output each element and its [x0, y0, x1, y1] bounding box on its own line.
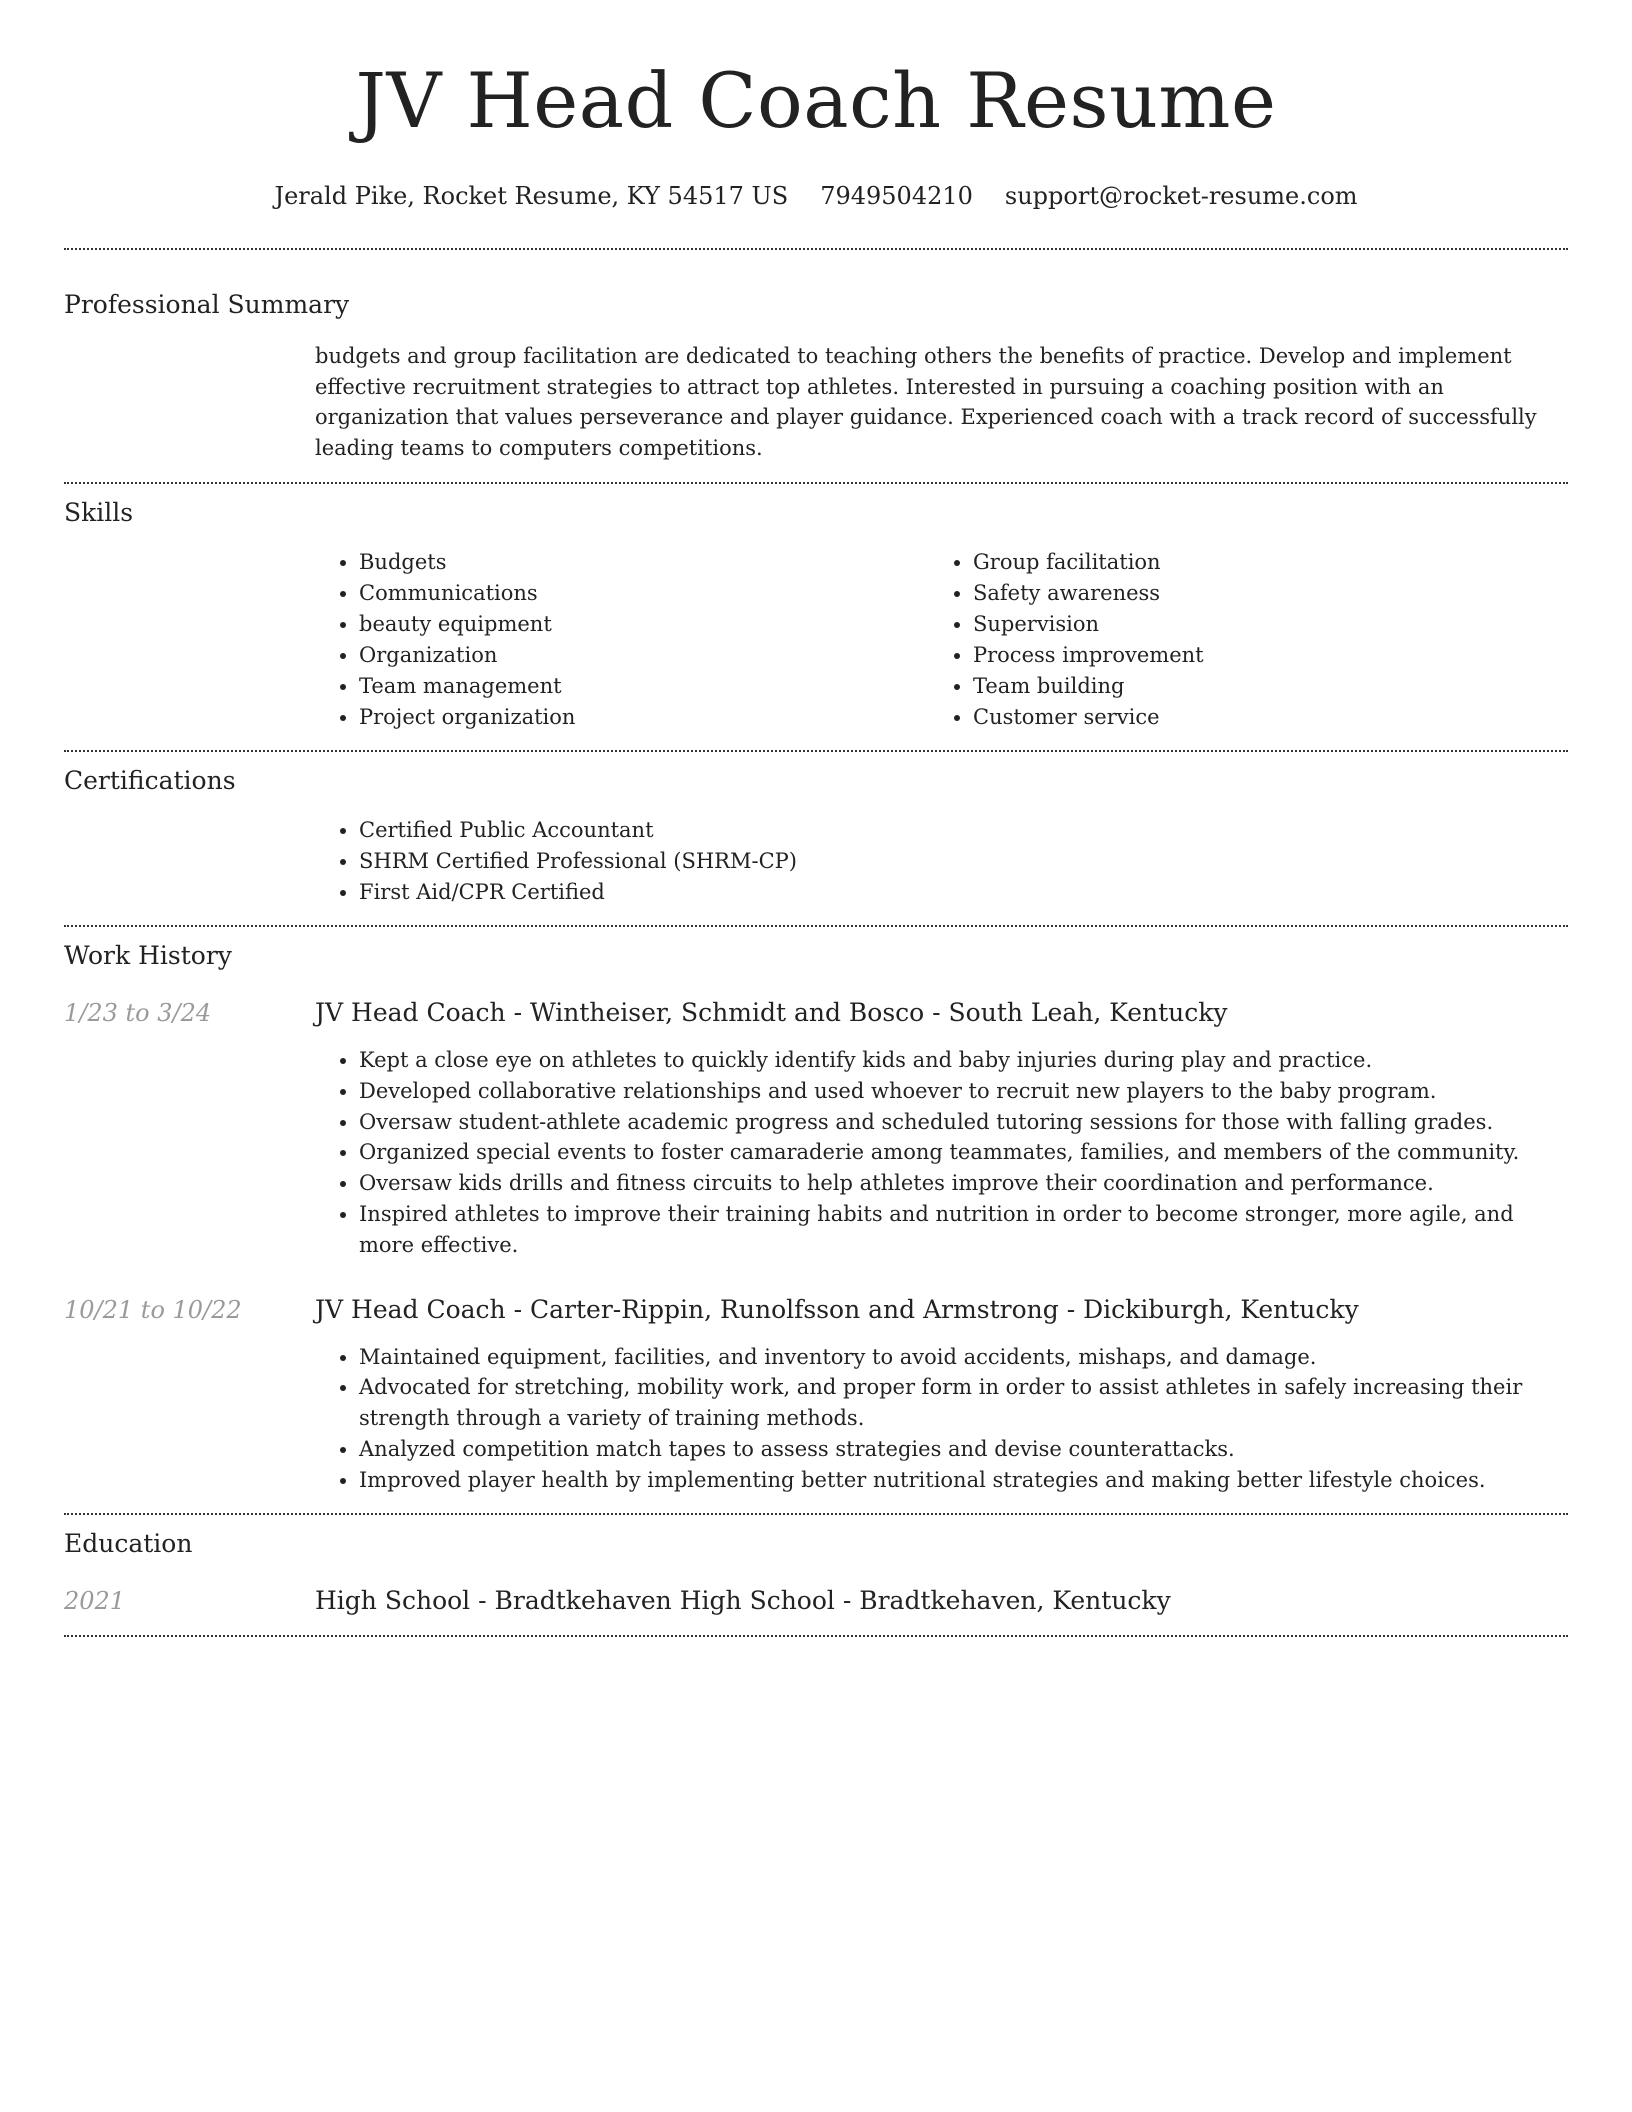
contact-line	[64, 180, 1568, 212]
skills-columns	[315, 547, 1568, 733]
certifications-heading: Certifications	[64, 766, 236, 795]
education-heading-line	[315, 1585, 1171, 1617]
job-entry	[64, 1294, 1568, 1496]
job-bullet: • Organized special events to foster camaraderie among teammates, families, and members of the community.	[359, 1137, 1568, 1168]
job-title: JV Head Coach	[315, 998, 506, 1027]
divider	[64, 1635, 1568, 1637]
page-title: JV Head Coach Resume	[355, 56, 1277, 145]
skills-list-right	[929, 547, 1543, 733]
education-section	[64, 1515, 1568, 1635]
skill-item: • Customer service	[973, 702, 1543, 733]
job-bullet: • Oversaw kids drills and fitness circuits to help athletes improve their coordination and performance.	[359, 1168, 1568, 1199]
summary-text: budgets and group facilitation are dedicated to teaching others the benefits of practice. Develop and implement effective recruitment strategies to attract top athletes. Interested in pursuing a coaching position with an organization that values perseverance and player guidance. Experienced coach with a track record of successfully leading teams to computers competitions.	[315, 344, 1537, 460]
job-bullet: • Analyzed competition match tapes to assess strategies and devise counterattacks.	[359, 1434, 1568, 1465]
skill-item: • Team building	[973, 671, 1543, 702]
education-heading: Education	[64, 1528, 193, 1558]
skill-item: • beauty equipment	[359, 609, 929, 640]
work-history-section	[64, 927, 1568, 1513]
job-heading	[315, 997, 1568, 1029]
skill-item: • Group facilitation	[973, 547, 1543, 578]
skills-heading: Skills	[64, 498, 134, 527]
skill-item: • Budgets	[359, 547, 929, 578]
education-entry	[64, 1585, 1568, 1617]
skill-item: • Organization	[359, 640, 929, 671]
contact-email: support@rocket-resume.com	[1004, 182, 1358, 210]
skill-item: • Process improvement	[973, 640, 1543, 671]
job-body	[315, 997, 1568, 1261]
skill-item: • Supervision	[973, 609, 1543, 640]
skills-list-left	[315, 547, 929, 733]
job-bullet: • Maintained equipment, facilities, and inventory to avoid accidents, mishaps, and damage.	[359, 1342, 1568, 1373]
certification-item: • SHRM Certified Professional (SHRM-CP)	[359, 846, 1568, 877]
certifications-section	[64, 752, 1568, 925]
job-bullet: • Kept a close eye on athletes to quickly identify kids and baby injuries during play and practice.	[359, 1045, 1568, 1076]
job-title: JV Head Coach	[315, 1294, 506, 1324]
job-bullet: • Inspired athletes to improve their training habits and nutrition in order to become stronger, more agile, and more effective.	[359, 1199, 1568, 1261]
skills-section	[64, 484, 1568, 750]
job-bullet: • Oversaw student-athlete academic progress and scheduled tutoring sessions for those with falling grades.	[359, 1107, 1568, 1138]
skill-item: • Safety awareness	[973, 578, 1543, 609]
job-bullet: • Advocated for stretching, mobility work, and proper form in order to assist athletes in safely increasing their strength through a variety of training methods.	[359, 1372, 1568, 1434]
skill-item: • Project organization	[359, 702, 929, 733]
job-date: 1/23 to 3/24	[64, 999, 212, 1027]
education-details: - Bradtkehaven High School - Bradtkehaven, Kentucky	[470, 1585, 1171, 1615]
job-details: - Wintheiser, Schmidt and Bosco - South Leah, Kentucky	[505, 998, 1228, 1027]
education-date: 2021	[64, 1586, 126, 1615]
certifications-list	[315, 815, 1568, 908]
skill-item: • Communications	[359, 578, 929, 609]
education-degree: High School	[315, 1585, 471, 1615]
skill-item: • Team management	[359, 671, 929, 702]
job-body	[315, 1294, 1568, 1496]
work-history-heading: Work History	[64, 941, 232, 970]
job-details: - Carter-Rippin, Runolfsson and Armstrong - Dickiburgh, Kentucky	[505, 1294, 1359, 1324]
job-bullets	[315, 1342, 1568, 1496]
job-bullet: • Developed collaborative relationships and used whoever to recruit new players to the baby program.	[359, 1076, 1568, 1107]
contact-phone: 7949504210	[820, 182, 973, 210]
job-heading	[315, 1294, 1568, 1326]
summary-heading: Professional Summary	[64, 290, 350, 319]
contact-address: Jerald Pike, Rocket Resume, KY 54517 US	[274, 182, 789, 210]
job-bullets	[315, 1045, 1568, 1261]
job-bullet: • Improved player health by implementing better nutritional strategies and making better lifestyle choices.	[359, 1465, 1568, 1496]
certification-item: • Certified Public Accountant	[359, 815, 1568, 846]
job-date: 10/21 to 10/22	[64, 1295, 242, 1324]
certification-item: • First Aid/CPR Certified	[359, 877, 1568, 908]
summary-section	[64, 250, 1568, 482]
job-entry	[64, 997, 1568, 1261]
